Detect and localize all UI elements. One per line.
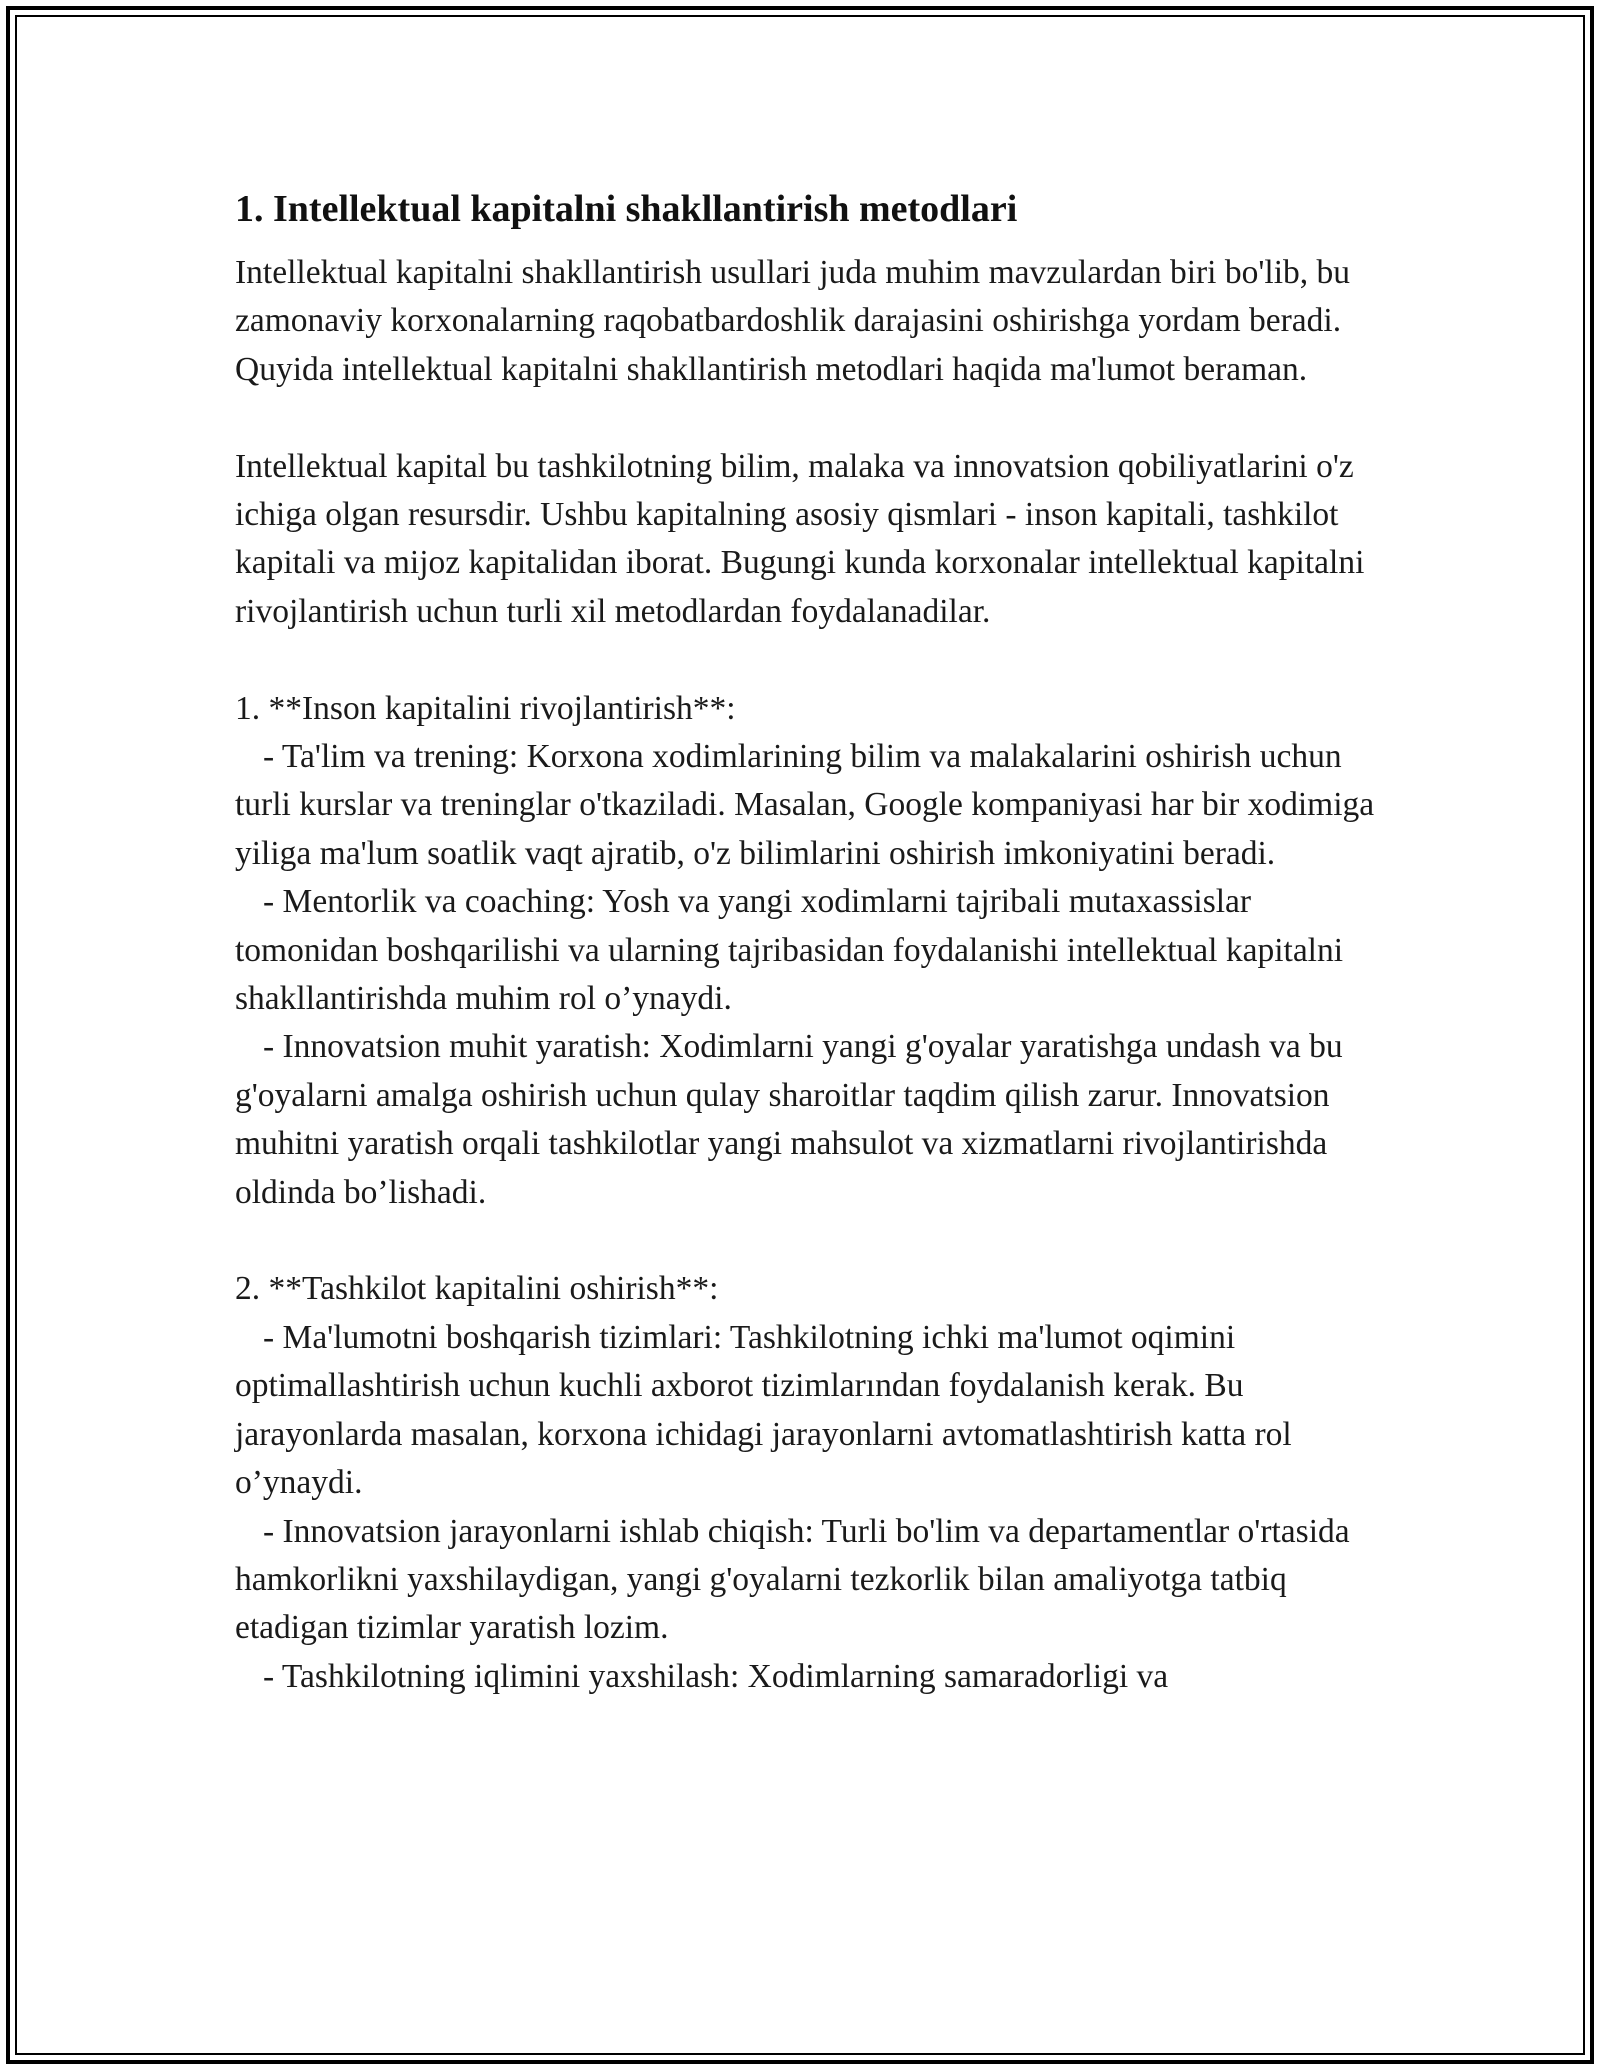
section-heading-organizational-capital: 2. **Tashkilot kapitalini oshirish**: (235, 1270, 719, 1308)
list-indent (235, 878, 263, 926)
list-item-text: - Mentorlik va coaching: Yosh va yangi xodimlarni tajribali mutaxassislar tomonidan boshqarilishi va ularning tajribasidan foydalanishi intellektual kapitalni shakllantirishda muhim rol o’ynaydi. (235, 883, 1344, 1018)
list-item-text: - Ma'lumotni boshqarish tizimlari: Tashkilotning ichki ma'lumot oqimini optimallashtirish uchun kuchli axborot tizimlarından foydalanish kerak. Bu jarayonlarda masalan, korxona ichidagi jarayonlarni avtomatlashtirish katta rol o’ynaydi. (235, 1318, 1292, 1502)
list-item-innovation-processes (235, 1508, 1380, 1653)
document-title: 1. Intellektual kapitalni shakllantirish metodlari (235, 188, 1018, 230)
list-item-text: - Innovatsion muhit yaratish: Xodimlarni yangi g'oyalar yaratishga undash va bu g'oyalarni amalga oshirish uchun qulay sharoitlar taqdim qilish zarur. Innovatsion muhitni yaratish orqali tashkilotlar yangi mahsulot va xizmatlarni rivojlantirishda oldinda bo’lishadi. (235, 1028, 1343, 1211)
list-indent (235, 1653, 263, 1701)
list-indent (235, 1314, 263, 1362)
list-indent (235, 733, 263, 781)
list-indent (235, 1508, 263, 1556)
list-item-training (235, 733, 1380, 878)
list-item-organizational-climate (235, 1653, 1380, 1701)
spacer (235, 636, 1380, 684)
list-indent (235, 1023, 263, 1071)
list-item-text: - Innovatsion jarayonlarni ishlab chiqish: Turli bo'lim va departamentlar o'rtasida hamkorlikni yaxshilaydigan, yangi g'oyalarni tezkorlik bilan amaliyotga tatbiq etadigan tizimlar yaratish lozim. (235, 1512, 1350, 1647)
list-item-mentoring (235, 878, 1380, 1023)
document-page (235, 185, 1380, 1701)
list-item-text: - Ta'lim va trening: Korxona xodimlarining bilim va malakalarini oshirish uchun turli kurslar va treninglar o'tkaziladi. Masalan, Google kompaniyasi har bir xodimiga yiliga ma'lum soatlik vaqt ajratib, o'z bilimlarini oshirish imkoniyatini beradi. (235, 738, 1375, 872)
spacer (235, 1217, 1380, 1265)
list-item-text: - Tashkilotning iqlimini yaxshilash: Xodimlarning samaradorligi va (263, 1657, 1169, 1695)
list-item-information-systems (235, 1314, 1380, 1508)
intro-paragraph-2: Intellektual kapital bu tashkilotning bilim, malaka va innovatsion qobiliyatlarini o'z ichiga olgan resursdir. Ushbu kapitalning asosiy qismlari - inson kapitali, tashkilot kapitali va mijoz kapitalidan iborat. Bugungi kunda korxonalar intellektual kapitalni rivojlantirish uchun turli xil metodlardan foydalanadilar. (235, 447, 1365, 630)
spacer (235, 394, 1380, 442)
list-item-innovation-environment (235, 1023, 1380, 1217)
intro-paragraph-1: Intellektual kapitalni shakllantirish usullari juda muhim mavzulardan biri bo'lib, bu zamonaviy korxonalarning raqobatbardoshlik darajasini oshirishga yordam beradi. Quyida intellektual kapitalni shakllantirish metodlari haqida ma'lumot beraman. (235, 254, 1351, 388)
section-heading-human-capital: 1. **Inson kapitalini rivojlantirish**: (235, 689, 736, 727)
